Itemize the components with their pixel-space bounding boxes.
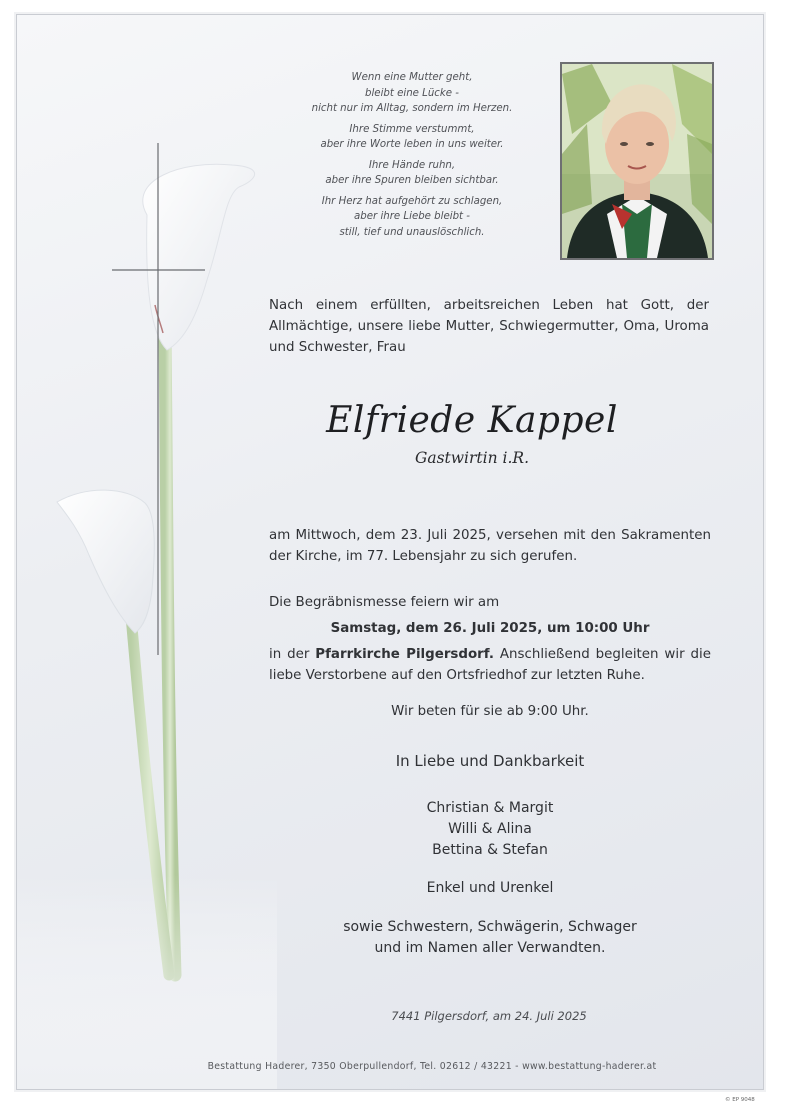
mourner-family: Bettina & Stefan (432, 842, 548, 858)
poem-stanza (277, 194, 547, 241)
church-suffix: Anschließend begleiten wir die liebe Verstorbene auf den Ortsfriedhof zur letzten Ruhe. (269, 647, 711, 683)
poem-stanza (277, 122, 547, 153)
funeral-home-footer: Bestattung Haderer, 7350 Oberpullendorf, Tel. 02612 / 43221 - www.bestattung-haderer.at (207, 1061, 657, 1072)
mourner-family: Willi & Alina (448, 821, 532, 837)
prayer-time: Wir beten für sie ab 9:00 Uhr. (391, 704, 589, 719)
grandchildren: Enkel und Urenkel (426, 880, 554, 896)
poem-line: aber ihre Worte leben in uns weiter. (320, 139, 504, 150)
copyright: © EP 9048 (725, 1097, 755, 1103)
poem-stanza (277, 70, 547, 117)
deceased-title: Gastwirtin i.R. (414, 449, 530, 467)
other-relatives: und im Namen aller Verwandten. (374, 940, 606, 956)
obituary-card (16, 14, 764, 1090)
deceased-name: Elfriede Kappel (326, 400, 618, 441)
church-name: Pfarrkirche Pilgersdorf. (315, 647, 494, 662)
calla-lily-illustration (17, 15, 277, 1089)
portrait-photo (560, 62, 714, 260)
church-prefix: in der (269, 647, 310, 662)
funeral-intro: Die Begräbnismesse feiern wir am (269, 595, 500, 610)
death-notice: am Mittwoch, dem 23. Juli 2025, versehen mit den Sakramenten der Kirche, im 77. Lebensjahr zu sich gerufen. (269, 528, 711, 564)
poem-line: nicht nur im Alltag, sondern im Herzen. (311, 103, 513, 114)
funeral-church-text (269, 644, 711, 686)
poem-line: Ihre Stimme verstummt, (349, 123, 475, 135)
poem-line: aber ihre Liebe bleibt - (354, 211, 470, 222)
poem-line: bleibt eine Lücke - (365, 87, 459, 99)
place-date: 7441 Pilgersdorf, am 24. Juli 2025 (391, 1009, 587, 1023)
mourner-family: Christian & Margit (426, 800, 554, 816)
poem-line: still, tief und unauslöschlich. (339, 226, 485, 238)
poem-line: Wenn eine Mutter geht, (351, 72, 473, 83)
funeral-date: Samstag, dem 26. Juli 2025, um 10:00 Uhr (330, 621, 650, 636)
poem-line: aber ihre Spuren bleiben sichtbar. (325, 175, 499, 186)
portrait-image (562, 64, 712, 258)
poem-line: Ihr Herz hat aufgehört zu schlagen, (321, 195, 503, 207)
poem-stanza (277, 158, 547, 189)
poem-line: Ihre Hände ruhn, (368, 159, 456, 171)
mourners-heading: In Liebe und Dankbarkeit (395, 752, 585, 770)
intro-text: Nach einem erfüllten, arbeitsreichen Leben hat Gott, der Allmächtige, unsere liebe Mutter, Schwiegermutter, Oma, Uroma und Schwester, Frau (269, 298, 709, 355)
memorial-poem (277, 70, 547, 245)
other-relatives: sowie Schwestern, Schwägerin, Schwager (343, 919, 637, 935)
